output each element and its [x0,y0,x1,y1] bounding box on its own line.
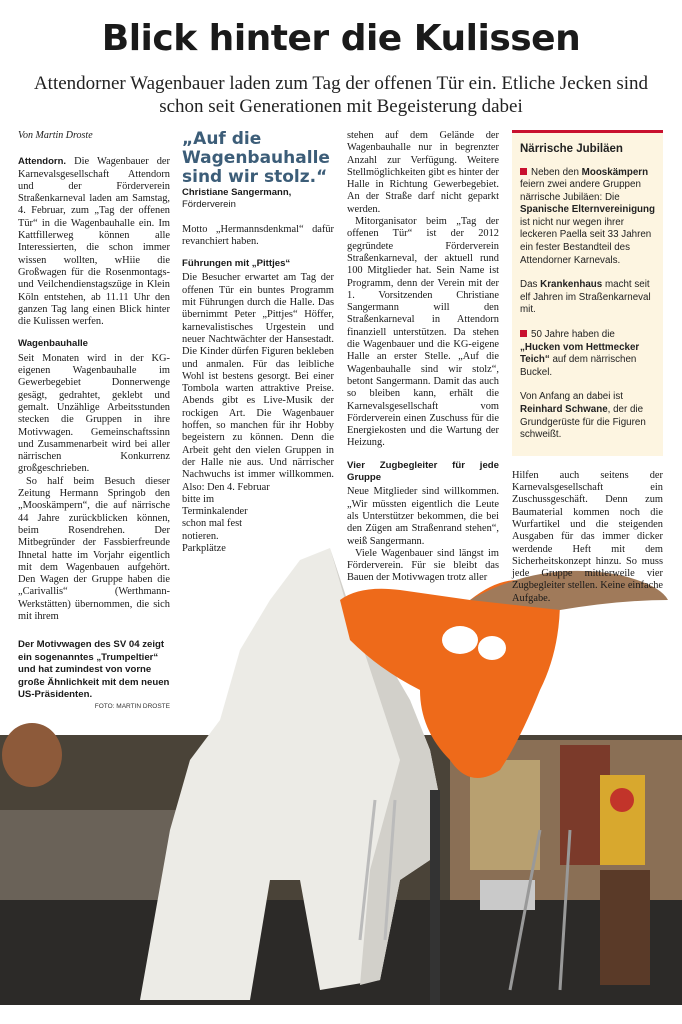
headline: Blick hinter die Kulissen [101,18,581,59]
infobox-paragraph [520,329,655,379]
paragraph: So half beim Besuch dieser Zeitung Hermann Springob den „Mooskämpern“, die auf närrische 44 Jahre zurückblicken können, beim Rosendrehen. Der Mitbegründer der Fassbierfreunde Ihnetal hatte im Vorjahr eigentlich mit dem Wagenbauen aufgehört. Den Wagen der Gruppe haben die „Carivallis“ (Werthmann-Werkstätten) übernommen, die sich mit ihrem [18,475,170,622]
text: auf dem närrischen Buckel. [520,354,637,378]
infobox [512,130,663,456]
infobox-title: Närrische Jubiläen [520,143,623,155]
text: Neben den [531,166,582,178]
subheading: Vier Zugbegleiter für jede Gruppe [347,459,499,484]
subheading: Führungen mit „Pittjes“ [182,258,291,270]
text-bold: Krankenhaus [540,279,603,291]
infobox-paragraph [520,279,655,317]
column-2 [182,130,334,555]
paragraph: stehen auf dem Gelände der Wagenbauhalle nur in begrenzter Anzahl zur Verfügung. Weitere Stellmöglichkeiten gibt es hinter der Halle in Richtung Gewerbegebiet. An der Straße darf nicht geparkt werden. [347,130,499,215]
text: ist nicht nur wegen ihrer leckeren Paella seit 33 Jahren ein fester Bestandteil des Attendorner Karnevals. [520,216,652,266]
paragraph: bitte im Terminkalender schon mal fest notieren. Parkplätze [182,493,248,555]
paragraph: Die Besucher erwartet am Tag der offenen Tür ein buntes Programm mit Führungen durch die Halle. Das übernimmt Peter „Pittjes“ Höffer, karnevalistisches Urgestein und neuer Nachtwächter der Hansestadt. Die Kinder dürfen Figuren bekleben und anmalen. Für das leibliche Wohl ist bestens gesorgt. Bei einer Tombola warten attraktive Preise. Abends gibt es Live-Musik der rockigen Art. Die Wagenbauer hoffen, so manchen für ihr Hobby begeistern zu können. Denn die Arbeit geht den vielen Gruppen in der Halle nie aus. Und närrischer Nachwuchs ist immer willkommen. Also: Den 4. Februar [182,272,334,493]
photo-credit: FOTO: MARTIN DROSTE [94,703,170,711]
dateline: Attendorn. [18,156,67,168]
paragraph: Hilfen auch seitens der Karnevalsgesellschaft ein Zuschussgeschäft. Denn zum Baumaterial kommen noch die Wurfartikel und die steigenden Ausgaben für das immer dicker werdende Heft mit dem Sicherheitskonzept hinzu. So muss jede Gruppe mittlerweile vier Zugbegleiter stellen. Keine einfache Aufgabe. [512,469,663,604]
infobox-paragraph [520,391,655,441]
photo-pole [430,790,440,1005]
text: , der die Grundgerüste für die Figuren schweißt. [520,404,646,441]
text: Das [520,279,541,291]
photo-puppet-head [2,723,62,787]
column-4-text [512,470,663,605]
paragraph-text: Die Wagenbauer der Karnevalsgesellschaft Attendorn und der Förderverein Straßenkarneval laden am Samstag, 4. Februar, zum „Tag der offenen Tür“ in die Wagenbauhalle ein. Im Kattfillerweg können alle Interessierten, die schon immer wissen wollten, wHiie die Großwagen für die Rosenmontags- und Veilchendienstagszüge in Klein Köln entstehen, ab 11.11 Uhr den ganzen Tag lang einen Blick hinter die Kulissen werfen. [18,156,170,328]
paragraph: Neue Mitglieder sind willkommen. „Wir müssten eigentlich die Leute als Unterstützer bekommen, die bei den Zügen am Straßenrand stehen“, weiß Sangermann. [347,486,499,547]
text-bold: Spanische Elternvereinigung [520,204,656,216]
subheading: Wagenbauhalle [18,338,89,350]
pull-quote: „Auf die Wagenbauhalle sind wir stolz.“ [182,129,330,187]
red-square-bullet-icon [520,330,527,337]
text-bold: Reinhard Schwane [520,404,608,415]
byline: Von Martin Droste [18,130,93,141]
paragraph: Seit Monaten wird in der KG-eigenen Wagenbauhalle im Gewerbegebiet Donnerwenge gesägt, gedrahtet, geklebt und gemalt. Unzählige Arbeitsstunden stecken die Gruppen in ihre Motivwagen. Gemeinschaftssinn und Zusammenarbeit wird bei aller närrischen Konkurrenz großgeschrieben. [18,352,170,475]
subheadline: Attendorner Wagenbauer laden zum Tag der offenen Tür ein. Etliche Jecken sind schon seit Generationen mit Begeisterung dabei [33,73,649,117]
quote-role: Förderverein [182,199,236,211]
paragraph: Viele Wagenbauer sind längst im Förderverein. Für sie bleibt das Bauen der Motivwagen trotz aller [347,547,499,584]
photo-caption: Der Motivwagen des SV 04 zeigt ein sogenanntes „Trumpeltier“ und hat zumindest von vorne große Ähnlichkeit mit dem neuen US-Präsidenten. [18,639,170,700]
text: macht seit elf Jahren im Straßenkarneval mit. [520,279,651,316]
infobox-paragraph [520,167,655,268]
paragraph: Mitorganisator beim „Tag der offenen Tür“ ist der 2012 gegründete Förderverein Straßenkarneval, der aktuell rund 100 Mitglieder hat. Sein Name ist Programm, denn der Verein mit der 1. Vorsitzenden Christiane Sangermann will den Straßenkarneval in Attendorn finanziell unterstützen. Da stehen die Wagenbauer und die KG-eigene Halle an erster Stelle. „Auf die Wagenbauhalle sind wir stolz“, betont Sangermann. Damit das auch so bleiben kann, erhält die Karnevalsgesellschaft vom Förderverein einen Zuschuss für die Energiekosten und die Wartung der Heizung. [347,216,499,449]
text: Von Anfang an dabei ist [520,391,623,403]
paragraph [18,156,170,328]
quote-author: Christiane Sangermann, [182,187,292,198]
paragraph: Motto „Hermannsdenkmal“ dafür revanchiert haben. [182,223,334,247]
text-bold: „Hucken vom Hettmecker Teich“ [520,341,640,366]
text: feiern zwei andere Gruppen närrische Jubiläen: Die [520,179,641,203]
text: 50 Jahre haben die [531,329,615,341]
text-bold: Mooskämpern [581,166,649,178]
column-1 [18,130,170,711]
red-square-bullet-icon [520,168,527,175]
quote-source [182,187,334,212]
column-3 [347,130,499,585]
column-4 [512,130,663,605]
